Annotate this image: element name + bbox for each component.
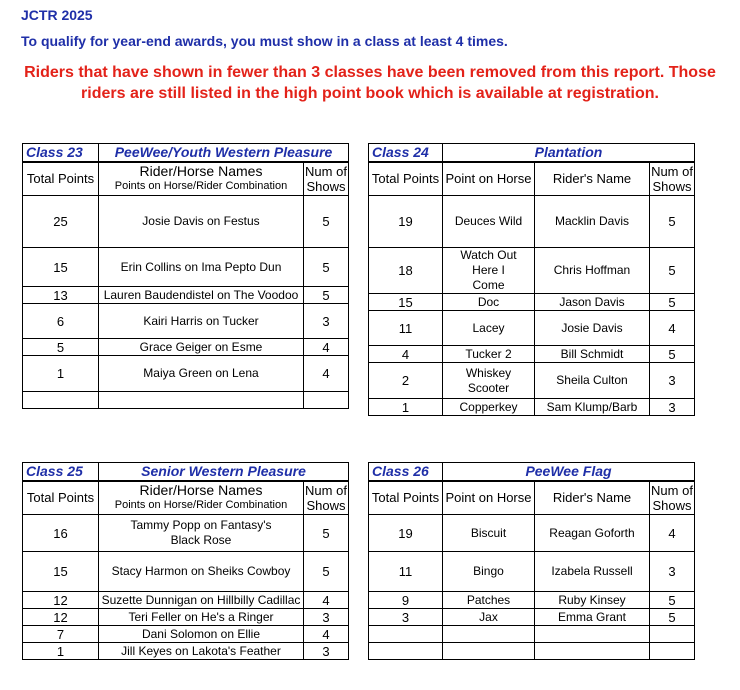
table-row	[369, 294, 695, 311]
table-row	[369, 609, 695, 626]
table-row	[23, 643, 349, 660]
shows-cell: 5	[650, 346, 695, 363]
shows-cell: 5	[304, 552, 349, 592]
table-row	[23, 609, 349, 626]
rider-cell: Bill Schmidt	[535, 346, 650, 363]
rider-cell: Sheila Culton	[535, 363, 650, 399]
table-row	[369, 515, 695, 552]
class-26-table	[368, 462, 695, 660]
horse-header: Point on Horse	[443, 162, 535, 196]
page-title: JCTR 2025	[21, 7, 93, 23]
name-cell: Grace Geiger on Esme	[99, 339, 304, 356]
table-row	[23, 287, 349, 304]
table-row	[23, 392, 349, 409]
table-row	[369, 626, 695, 643]
table-row	[23, 356, 349, 392]
points-cell: 15	[23, 552, 99, 592]
name-cell: Erin Collins on Ima Pepto Dun	[99, 248, 304, 287]
name-cell: Maiya Green on Lena	[99, 356, 304, 392]
points-cell: 19	[369, 515, 443, 552]
horse-cell: Deuces Wild	[443, 196, 535, 248]
points-cell: 3	[369, 609, 443, 626]
rider-cell: Emma Grant	[535, 609, 650, 626]
points-cell: 11	[369, 552, 443, 592]
points-cell: 12	[23, 592, 99, 609]
table-row	[23, 196, 349, 248]
horse-cell: Bingo	[443, 552, 535, 592]
rider-cell	[535, 626, 650, 643]
rider-cell	[535, 643, 650, 660]
name-cell: Jill Keyes on Lakota's Feather	[99, 643, 304, 660]
table-row	[369, 248, 695, 294]
class-name: Senior Western Pleasure	[99, 463, 349, 481]
table-row	[369, 196, 695, 248]
horse-cell	[443, 626, 535, 643]
points-cell: 7	[23, 626, 99, 643]
points-cell: 1	[23, 643, 99, 660]
class-24-table	[368, 143, 695, 416]
horse-cell: Tucker 2	[443, 346, 535, 363]
points-cell	[23, 392, 99, 409]
rider-cell: Jason Davis	[535, 294, 650, 311]
shows-header: Num of Shows	[304, 481, 349, 515]
table-row	[369, 552, 695, 592]
shows-cell: 4	[650, 311, 695, 346]
name-cell: Tammy Popp on Fantasy's Black Rose	[99, 515, 304, 552]
shows-cell: 5	[304, 515, 349, 552]
name-cell: Suzette Dunnigan on Hillbilly Cadillac	[99, 592, 304, 609]
names-header-subtitle: Points on Horse/Rider Combination	[114, 498, 288, 511]
name-cell: Teri Feller on He's a Ringer	[99, 609, 304, 626]
name-cell: Josie Davis on Festus	[99, 196, 304, 248]
horse-cell: Watch Out Here I Come	[443, 248, 535, 294]
shows-header: Num of Shows	[304, 162, 349, 196]
class-label: Class 26	[369, 463, 443, 481]
shows-cell	[650, 643, 695, 660]
names-header	[99, 162, 304, 196]
points-cell: 9	[369, 592, 443, 609]
shows-cell: 3	[650, 363, 695, 399]
shows-cell: 5	[304, 287, 349, 304]
points-cell: 1	[23, 356, 99, 392]
shows-cell: 3	[304, 304, 349, 339]
table-row	[369, 311, 695, 346]
shows-header: Num of Shows	[650, 162, 695, 196]
removal-notice: Riders that have shown in fewer than 3 classes have been removed from this report. Those riders are still listed in the high point book which is available at registration.	[24, 64, 716, 102]
horse-cell: Whiskey Scooter	[443, 363, 535, 399]
horse-cell: Patches	[443, 592, 535, 609]
shows-cell: 4	[304, 592, 349, 609]
table-row	[23, 515, 349, 552]
names-header-title: Rider/Horse Names	[139, 481, 263, 498]
class-name: PeeWee/Youth Western Pleasure	[99, 144, 349, 162]
shows-cell	[304, 392, 349, 409]
horse-cell: Lacey	[443, 311, 535, 346]
rider-header: Rider's Name	[535, 162, 650, 196]
points-cell: 4	[369, 346, 443, 363]
shows-header: Num of Shows	[650, 481, 695, 515]
points-cell: 16	[23, 515, 99, 552]
shows-cell: 3	[650, 399, 695, 416]
points-cell: 19	[369, 196, 443, 248]
class-25-table	[22, 462, 349, 660]
points-cell: 1	[369, 399, 443, 416]
rider-cell: Izabela Russell	[535, 552, 650, 592]
rider-cell: Macklin Davis	[535, 196, 650, 248]
horse-cell: Copperkey	[443, 399, 535, 416]
class-label: Class 24	[369, 144, 443, 162]
points-cell: 15	[23, 248, 99, 287]
shows-cell: 4	[650, 515, 695, 552]
horse-cell: Doc	[443, 294, 535, 311]
rider-cell: Chris Hoffman	[535, 248, 650, 294]
shows-cell: 4	[304, 626, 349, 643]
shows-cell: 5	[650, 248, 695, 294]
class-label: Class 25	[23, 463, 99, 481]
shows-cell	[650, 626, 695, 643]
shows-cell: 3	[304, 609, 349, 626]
points-cell: 11	[369, 311, 443, 346]
points-cell: 13	[23, 287, 99, 304]
class-name: PeeWee Flag	[443, 463, 695, 481]
rider-header: Rider's Name	[535, 481, 650, 515]
horse-header: Point on Horse	[443, 481, 535, 515]
class-name: Plantation	[443, 144, 695, 162]
name-cell: Lauren Baudendistel on The Voodoo	[99, 287, 304, 304]
class-23-table	[22, 143, 349, 409]
name-cell: Dani Solomon on Ellie	[99, 626, 304, 643]
rider-cell: Josie Davis	[535, 311, 650, 346]
shows-cell: 5	[304, 196, 349, 248]
horse-cell: Biscuit	[443, 515, 535, 552]
name-cell: Stacy Harmon on Sheiks Cowboy	[99, 552, 304, 592]
names-header-title: Rider/Horse Names	[139, 162, 263, 179]
shows-cell: 4	[304, 339, 349, 356]
horse-cell: Jax	[443, 609, 535, 626]
names-header	[99, 481, 304, 515]
rider-cell: Reagan Goforth	[535, 515, 650, 552]
shows-cell: 5	[650, 609, 695, 626]
shows-cell: 5	[650, 196, 695, 248]
table-row	[369, 363, 695, 399]
table-row	[23, 248, 349, 287]
shows-cell: 3	[304, 643, 349, 660]
points-cell: 18	[369, 248, 443, 294]
name-cell: Kairi Harris on Tucker	[99, 304, 304, 339]
rider-cell: Sam Klump/Barb	[535, 399, 650, 416]
table-row	[369, 643, 695, 660]
points-cell: 6	[23, 304, 99, 339]
table-row	[23, 552, 349, 592]
points-cell: 12	[23, 609, 99, 626]
total-points-header: Total Points	[23, 481, 99, 515]
points-cell: 25	[23, 196, 99, 248]
qualification-note: To qualify for year-end awards, you must show in a class at least 4 times.	[21, 33, 508, 49]
table-row	[369, 592, 695, 609]
total-points-header: Total Points	[23, 162, 99, 196]
shows-cell: 4	[304, 356, 349, 392]
name-cell	[99, 392, 304, 409]
points-cell: 2	[369, 363, 443, 399]
names-header-subtitle: Points on Horse/Rider Combination	[114, 179, 288, 192]
total-points-header: Total Points	[369, 481, 443, 515]
points-cell: 15	[369, 294, 443, 311]
points-cell	[369, 626, 443, 643]
shows-cell: 3	[650, 552, 695, 592]
total-points-header: Total Points	[369, 162, 443, 196]
table-row	[23, 339, 349, 356]
class-label: Class 23	[23, 144, 99, 162]
shows-cell: 5	[650, 294, 695, 311]
table-row	[23, 592, 349, 609]
shows-cell: 5	[304, 248, 349, 287]
horse-cell	[443, 643, 535, 660]
table-row	[23, 626, 349, 643]
points-cell: 5	[23, 339, 99, 356]
table-row	[23, 304, 349, 339]
shows-cell: 5	[650, 592, 695, 609]
table-row	[369, 399, 695, 416]
points-cell	[369, 643, 443, 660]
table-row	[369, 346, 695, 363]
rider-cell: Ruby Kinsey	[535, 592, 650, 609]
